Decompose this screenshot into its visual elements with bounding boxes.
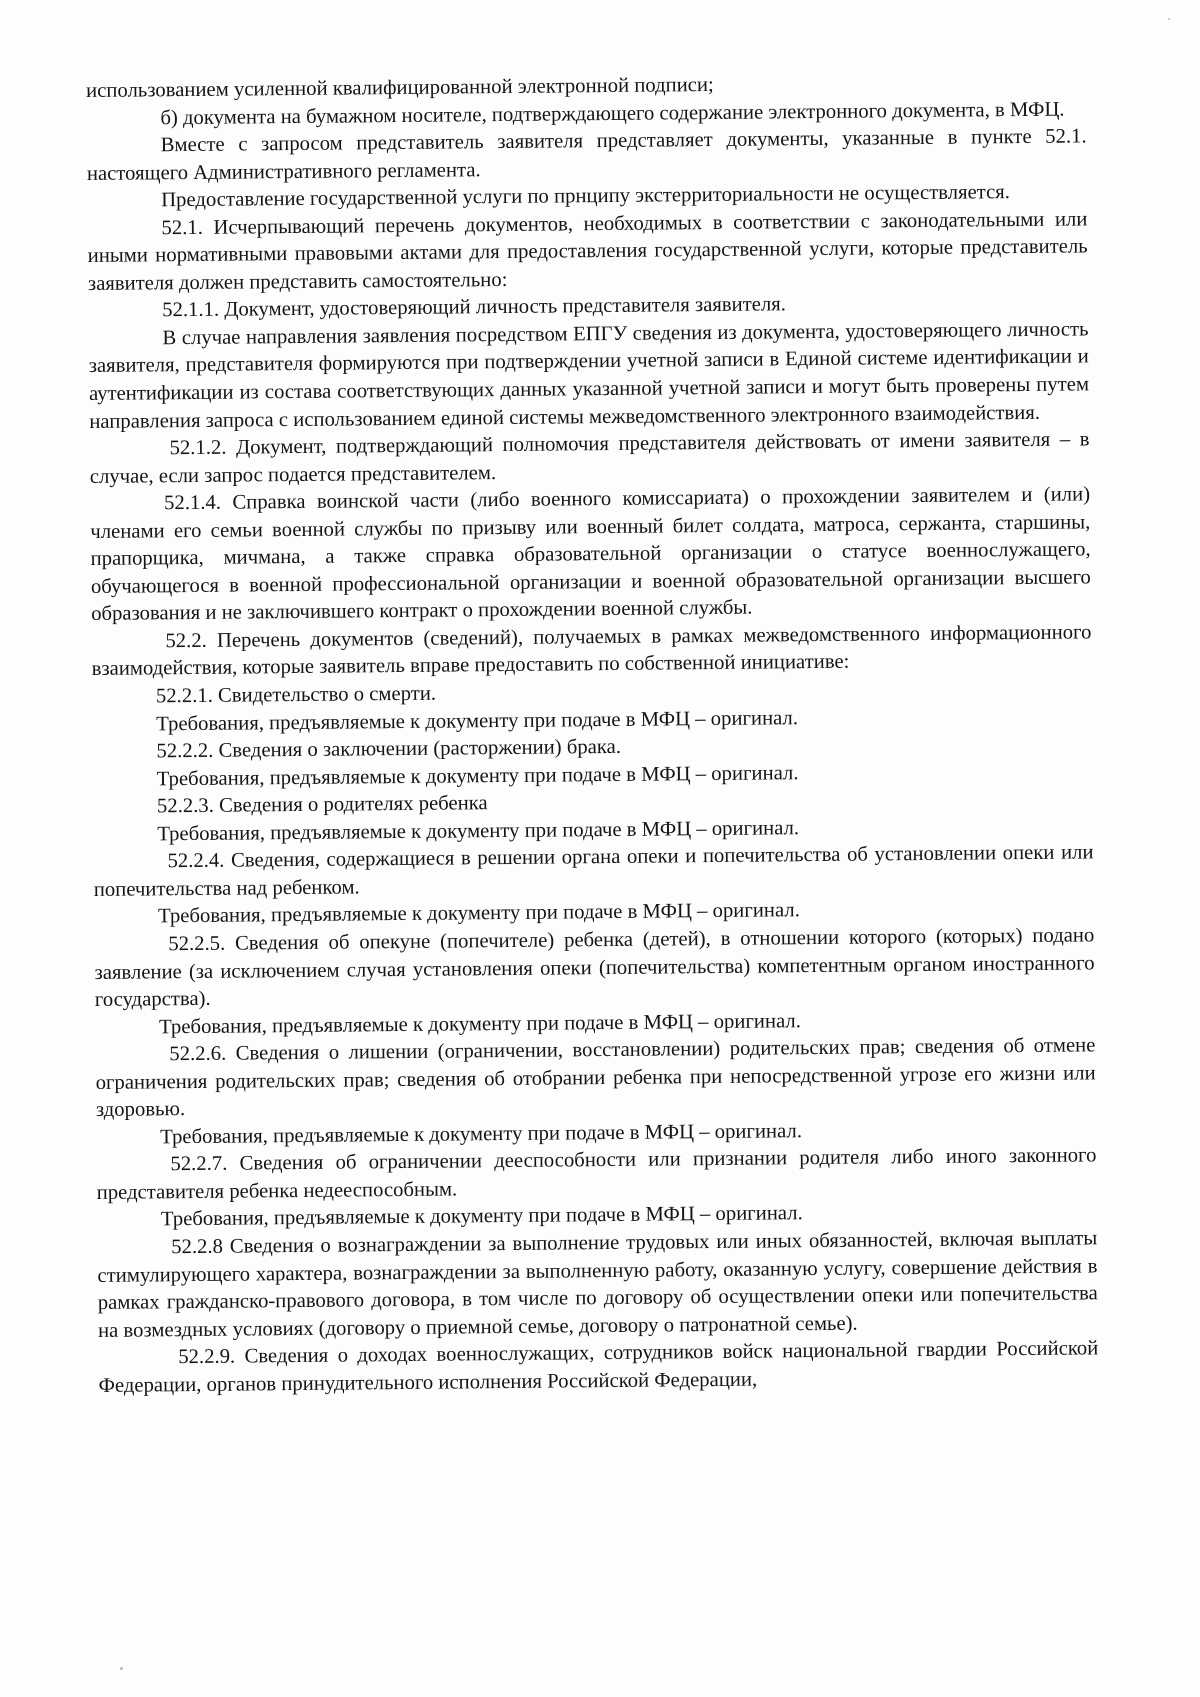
paragraph: 52.1. Исчерпывающий перечень документов, необходимых в соответствии с законодательными или иными нормативными правовыми актами для предоставления государственной услуги, которые представитель заявителя должен представить самостоятельно:	[87, 208, 1088, 295]
paragraph: 52.2.7. Сведения об ограничении дееспособности или признании родителя либо иного законного представителя ребенка недееспособным.	[96, 1144, 1097, 1204]
scan-speck	[120, 1667, 123, 1670]
paragraph: 52.2.4. Сведения, содержащиеся в решении органа опеки и попечительства об установлении опеки или попечительства над ребенком.	[93, 841, 1094, 901]
paragraph: 52.2.5. Сведения об опекуне (попечителе) ребенка (детей), в отношении которого (которых) подано заявление (за исключением случая установления опеки (попечительства) компетентным органом иностранного государства).	[94, 924, 1095, 1012]
paragraph: В случае направления заявления посредством ЕПГУ сведения из документа, удостоверяющего личность заявителя, представителя формируются при подтверждении учетной записи в Единой системе идентификации и аутентификации из состава соответствующих данных указанной учетной записи и могут быть проверены путем направления запроса с использованием единой системы межведомственного электронного взаимодействия.	[88, 318, 1090, 433]
paragraph: Требования, предъявляемые к документу при подаче в МФЦ – оригинал.	[160, 1119, 803, 1149]
paragraph: 52.2.3. Сведения о родителях ребенка	[156, 792, 488, 818]
paragraph: 52.1.1. Документ, удостоверяющий личность представителя заявителя.	[162, 293, 787, 322]
paragraph: 52.2. Перечень документов (сведений), получаемых в рамках межведомственного информационного взаимодействия, которые заявитель вправе предоставить по собственной инициативе:	[91, 621, 1092, 681]
paragraph: 52.2.1. Свидетельство о смерти.	[155, 682, 437, 708]
paragraph: Требования, предъявляемые к документу при подаче в МФЦ – оригинал.	[157, 899, 800, 928]
paragraph: 52.2.2. Сведения о заключении (расторжении) брака.	[156, 736, 622, 763]
paragraph: использованием усиленной квалифицированной электронной подписи;	[86, 73, 714, 102]
document-body	[86, 68, 1099, 1400]
paragraph: 52.2.6. Сведения о лишении (ограничении, восстановлении) родительских прав; сведения об отмене ограничения родительских прав; сведения об отобрании ребенка при непосредственной угрозе его жизни или здоровью.	[95, 1034, 1096, 1122]
paragraph: б) документа на бумажном носителе, подтверждающего содержание электронного документа, в МФЦ.	[160, 98, 1065, 129]
paragraph: Требования, предъявляемые к документу при подаче в МФЦ – оригинал.	[159, 1009, 801, 1038]
paragraph: Вместе с запросом представитель заявителя представляет документы, указанные в пункте 52.1. настоящего Административного регламента.	[86, 125, 1087, 185]
paragraph: 52.1.4. Справка воинской части (либо военного комиссариата) о прохождении заявителем и (или) членами его семьи военной службы по призыву или военный билет солдата, матроса, сержанта, старшины, прапорщика, мичмана, а также справка образовательной организации о статусе военнослужащего, обучающегося в военной профессиональной организации и военной образовательной организации высшего образования и не заключившего контракт о прохождении военной службы.	[90, 483, 1091, 626]
scan-speck	[1168, 18, 1170, 20]
paragraph: Требования, предъявляемые к документу при подаче в МФЦ – оригинал.	[160, 1202, 803, 1231]
paragraph: 52.2.8 Сведения о вознаграждении за выполнение трудовых или иных обязанностей, включая выплаты стимулирующего характера, вознаграждении за выполненную работу, оказанную услугу, совершение действия в рамках гражданско-правового договора, в том числе по договору об осуществлении опеки или попечительства на возмездных условиях (договору о приемной семье, договору о патронатной семье).	[97, 1227, 1098, 1342]
paragraph: Требования, предъявляемые к документу при подаче в МФЦ – оригинал.	[156, 706, 799, 735]
paragraph: 52.1.2. Документ, подтверждающий полномочия представителя действовать от имени заявителя – в случае, если запрос подается представителем.	[89, 428, 1090, 488]
paragraph: 52.2.9. Сведения о доходах военнослужащих, сотрудников войск национальной гвардии Российской Федерации, органов принудительного исполнения Российской Федерации,	[98, 1337, 1099, 1397]
paragraph: Требования, предъявляемые к документу при подаче в МФЦ – оригинал.	[156, 761, 799, 791]
paragraph: Предоставление государственной услуги по прнципу экстерриториальности не осуществляется.	[161, 181, 1011, 212]
paragraph: Требования, предъявляемые к документу при подаче в МФЦ – оригинал.	[157, 816, 800, 846]
